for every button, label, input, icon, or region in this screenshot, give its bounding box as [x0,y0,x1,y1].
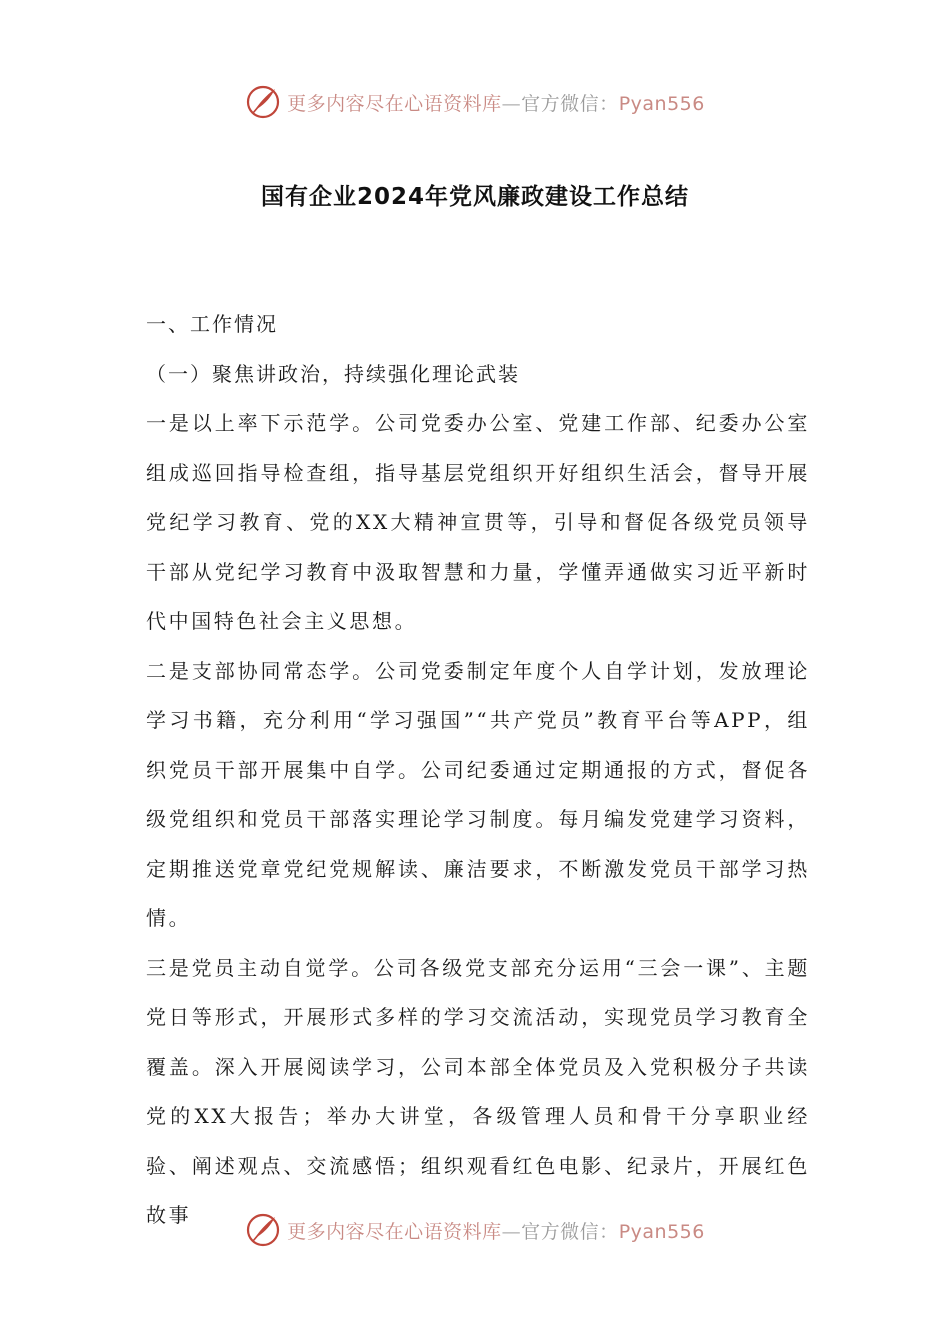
footer-banner [0,1208,950,1252]
paragraph: 二是支部协同常态学。公司党委制定年度个人自学计划，发放理论学习书籍，充分利用“学习强国”“共产党员”教育平台等APP，组织党员干部开展集中自学。公司纪委通过定期通报的方式，督促各级党组织和党员干部落实理论学习制度。每月编发党建学习资料，定期推送党章党纪党规解读、廉洁要求，不断激发党员干部学习热情。 [146,658,810,930]
banner-text [287,1217,705,1244]
paragraph: 一是以上率下示范学。公司党委办公室、党建工作部、纪委办公室组成巡回指导检查组，指导基层党组织开好组织生活会，督导开展党纪学习教育、党的XX大精神宣贯等，引导和督促各级党员领导干部从党纪学习教育中汲取智慧和力量，学懂弄通做实习近平新时代中国特色社会主义思想。 [146,411,810,633]
banner-wechat-id: Pyan556 [618,1220,705,1243]
paragraph: 三是党员主动自觉学。公司各级党支部充分运用“三会一课”、主题党日等形式，开展形式多样的学习交流活动，实现党员学习教育全覆盖。深入开展阅读学习，公司本部全体党员及入党积极分子共读党的XX大报告；举办大讲堂，各级管理人员和骨干分享职业经验、阐述观点、交流感悟；组织观看红色电影、纪录片，开展红色故事 [146,955,810,1227]
banner-wechat-id: Pyan556 [618,92,705,115]
banner-wechat-label: 官方微信： [521,92,619,115]
banner-slogan: 更多内容尽在心语资料库 [287,1220,502,1243]
quill-logo-icon [245,84,281,120]
banner-slogan: 更多内容尽在心语资料库 [287,92,502,115]
document-title: 国有企业2024年党风廉政建设工作总结 [260,184,689,210]
quill-logo-icon [245,1212,281,1248]
banner-text [287,89,705,116]
section-heading: 一、工作情况 [146,312,278,336]
banner-separator: — [501,1220,522,1243]
document-body [146,300,810,1241]
header-banner [0,80,950,124]
subsection-heading: （一）聚焦讲政治，持续强化理论武装 [146,361,520,386]
banner-separator: — [501,92,522,115]
banner-wechat-label: 官方微信： [521,1220,619,1243]
